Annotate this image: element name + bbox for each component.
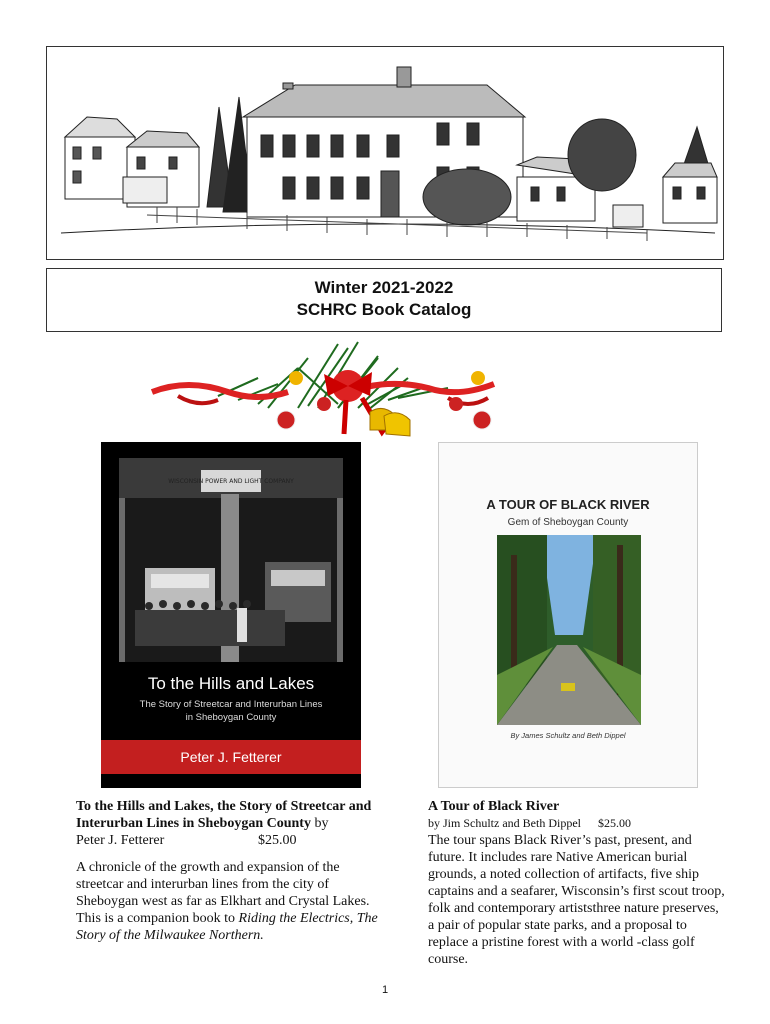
cover-subtitle-line2: in Sheboygan County xyxy=(185,712,277,723)
book-cover-black-river xyxy=(438,442,698,788)
catalog-title-box xyxy=(46,268,722,332)
book-by-word: by xyxy=(310,816,329,831)
book-description-text: A chronicle of the growth and expansion of the streetcar and interurban lines from the city of Sheboygan west as far as Elkhart and Crystal Lakes. This is a companion book to xyxy=(76,860,370,926)
cover-sign-text: WISCONSIN POWER AND LIGHT COMPANY xyxy=(168,478,294,485)
cover-title: A TOUR OF BLACK RIVER xyxy=(486,497,650,512)
book-title: To the Hills and Lakes, the Story of Streetcar and Interurban Lines in Sheboygan County xyxy=(76,799,372,831)
cover-subtitle: Gem of Sheboygan County xyxy=(507,517,629,528)
catalog-season: Winter 2021-2022 xyxy=(314,278,454,297)
christmas-garland-icon xyxy=(148,338,498,442)
book-author: Peter J. Fetterer xyxy=(76,833,165,848)
catalog-title: SCHRC Book Catalog xyxy=(296,300,472,319)
cover-title: To the Hills and Lakes xyxy=(147,674,315,693)
forest-road-photo xyxy=(497,535,641,725)
header-illustration xyxy=(46,46,724,260)
cover-subtitle-line1: The Story of Streetcar and Interurban Lines xyxy=(139,699,323,710)
cover-authors: By James Schultz and Beth Dippel xyxy=(510,731,626,740)
page-number: 1 xyxy=(381,984,389,996)
book-byline: by Jim Schultz and Beth Dippel xyxy=(428,816,581,830)
book-cover-hills-and-lakes xyxy=(101,442,361,788)
book-description-italic: Riding the Electrics, The Story of the Milwaukee Northern. xyxy=(76,911,378,943)
streetcar-photo xyxy=(119,458,343,662)
cover-subtitle xyxy=(101,698,361,724)
book-description xyxy=(76,859,386,944)
book-entry-hills-and-lakes xyxy=(76,798,386,944)
book-price: $25.00 xyxy=(597,816,631,830)
book-entry-black-river xyxy=(428,798,728,968)
book-description: The tour spans Black River’s past, present, and future. It includes rare Native American burial grounds, a noted collection of artifacts, five ship captains and a seafarer, Wisconsin’s first scout troop, folk and contemporary artiststhree nature preserves, a pair of popular state parks, and a proposal to replace a pristine forest with a world -class golf course. xyxy=(428,833,725,967)
book-title: A Tour of Black River xyxy=(428,799,560,814)
cover-author-band: Peter J. Fetterer xyxy=(101,740,361,774)
book-price: $25.00 xyxy=(258,833,297,848)
